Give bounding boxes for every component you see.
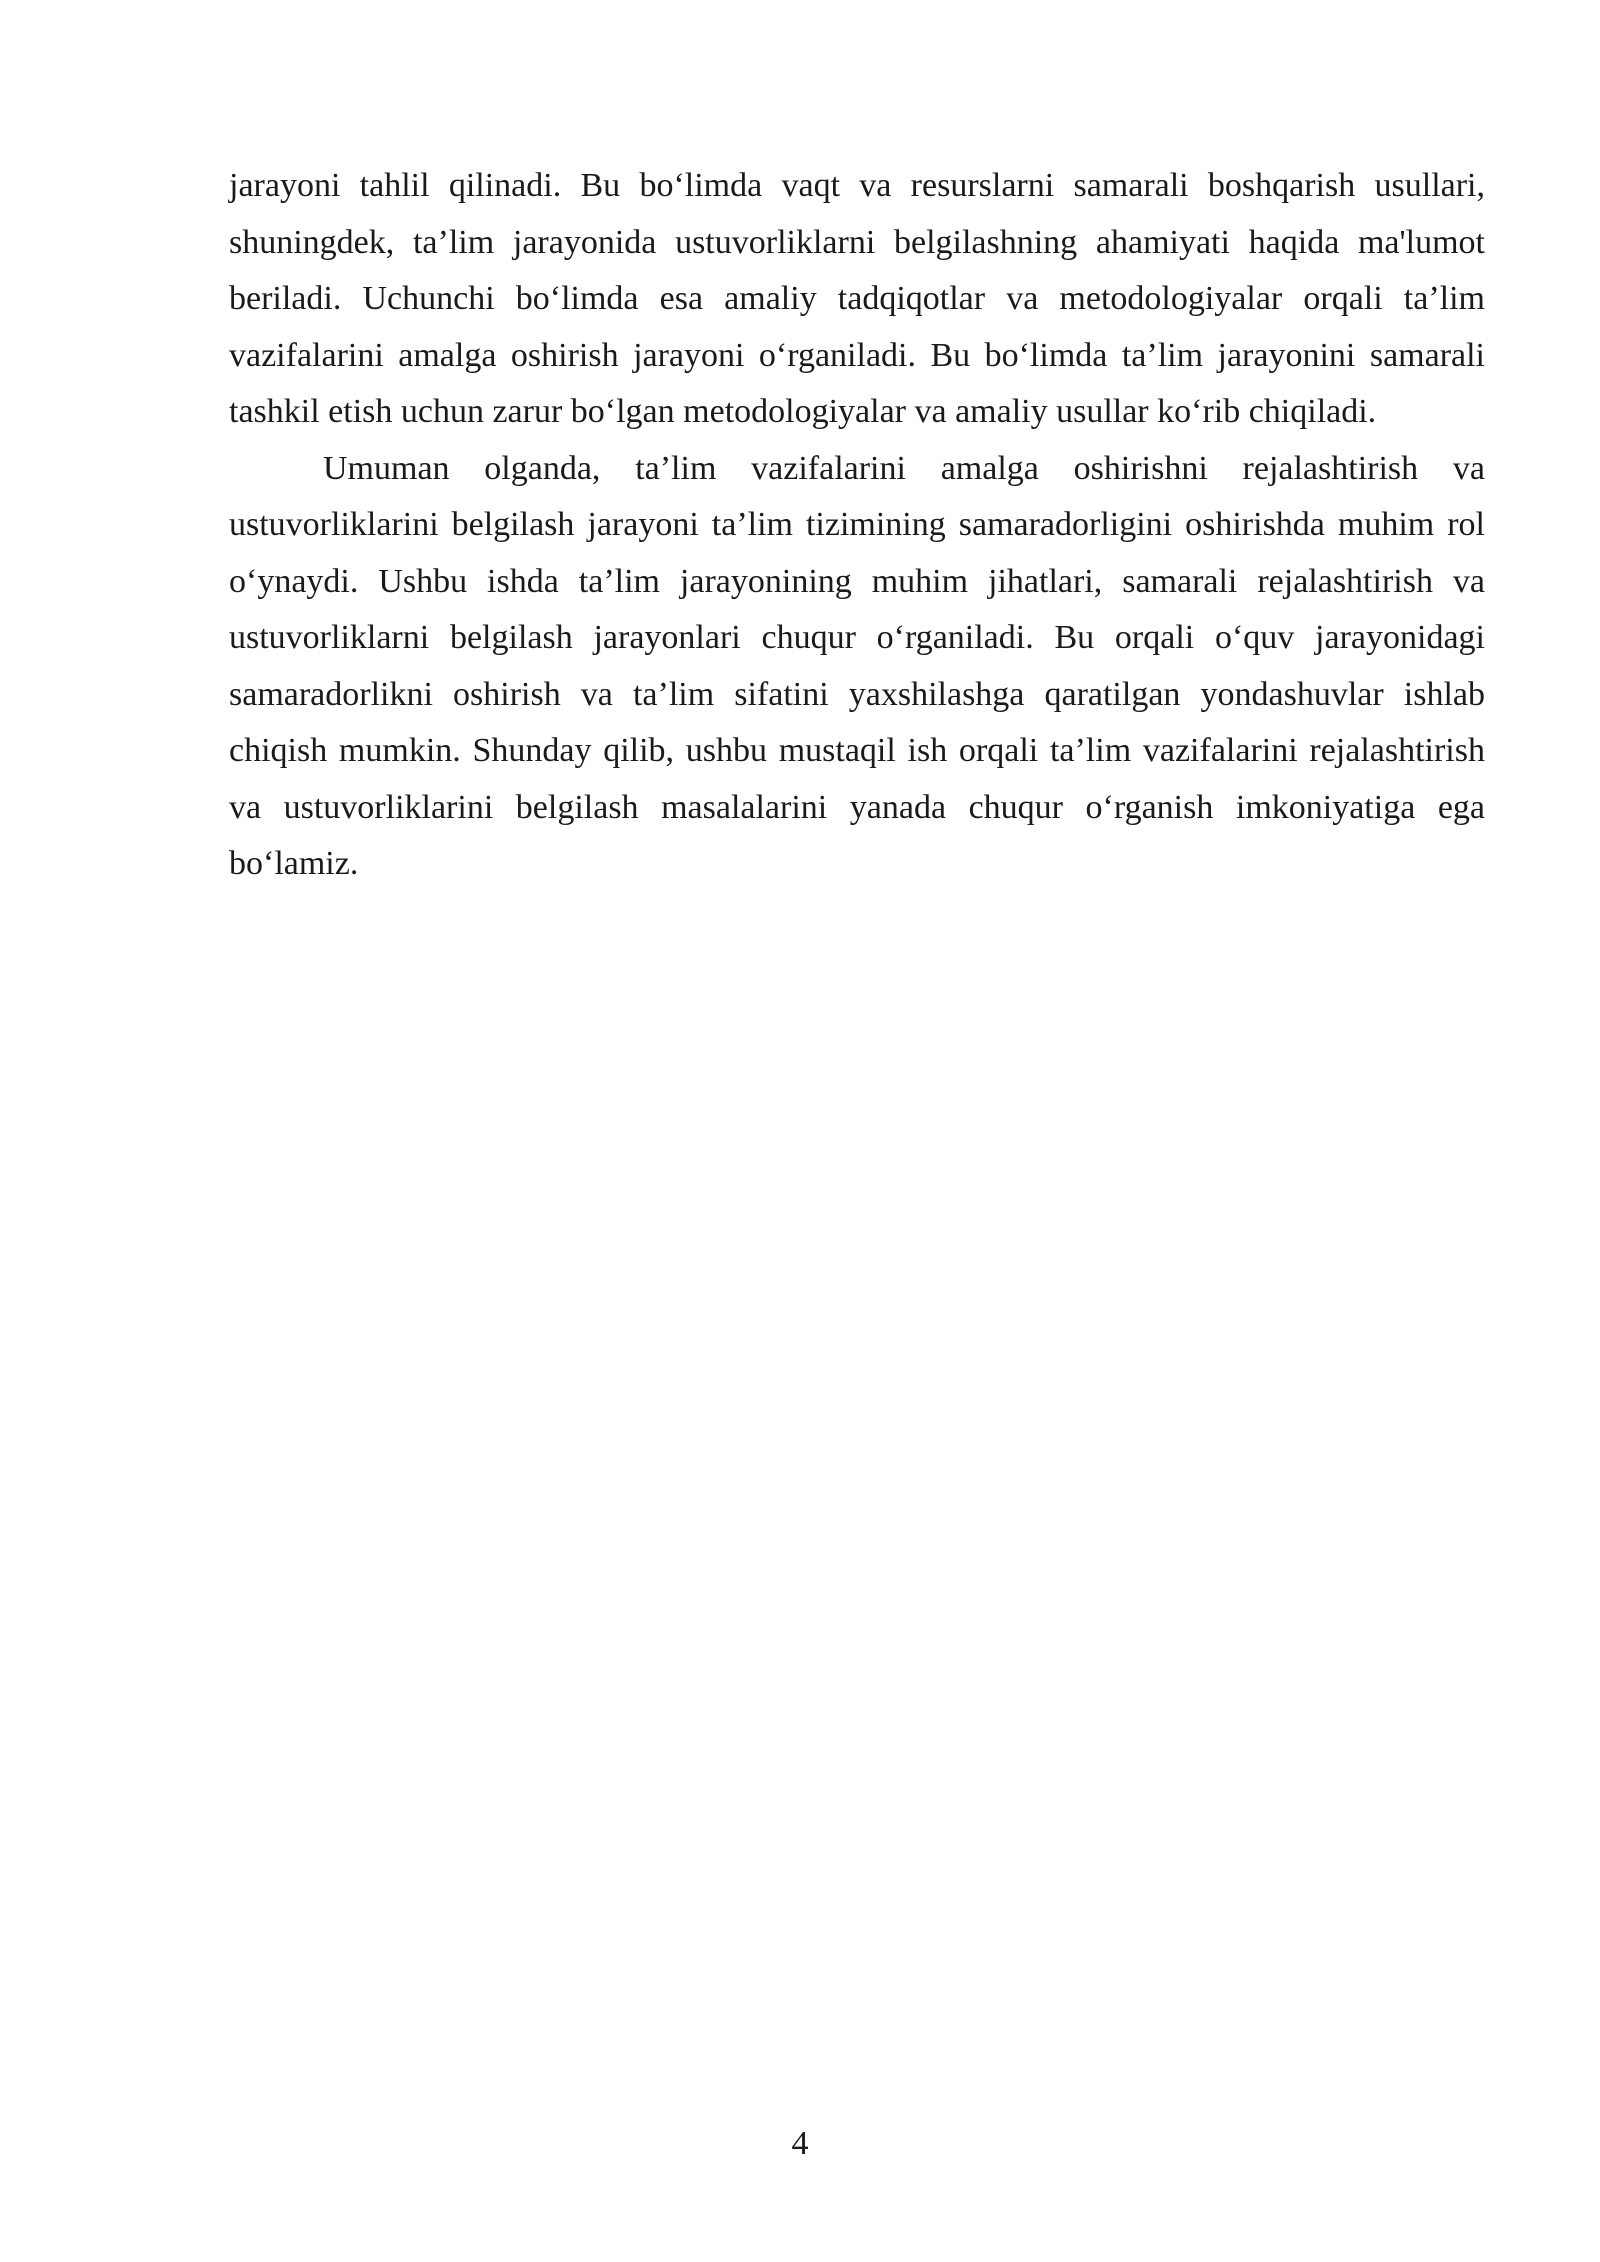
body-text — [229, 158, 1485, 893]
paragraph-continuation: jarayoni tahlil qilinadi. Bu bo‘limda vaqt va resurslarni samarali boshqarish usullari, shuningdek, ta’lim jarayonida ustuvorliklarni belgilashning ahamiyati haqida ma'lumot beriladi. Uchunchi bo‘limda esa amaliy tadqiqotlar va metodologiyalar orqali ta’lim vazifalarini amalga oshirish jarayoni o‘rganiladi. Bu bo‘limda ta’lim jarayonini samarali tashkil etish uchun zarur bo‘lgan metodologiyalar va amaliy usullar ko‘rib chiqiladi. — [229, 167, 1485, 430]
page-number: 4 — [791, 2125, 809, 2162]
paragraph-conclusion: Umuman olganda, ta’lim vazifalarini amalga oshirishni rejalashtirish va ustuvorliklarini belgilash jarayoni ta’lim tizimining samaradorligini oshirishda muhim rol o‘ynaydi. Ushbu ishda ta’lim jarayonining muhim jihatlari, samarali rejalashtirish va ustuvorliklarni belgilash jarayonlari chuqur o‘rganiladi. Bu orqali o‘quv jarayonidagi samaradorlikni oshirish va ta’lim sifatini yaxshilashga qaratilgan yondashuvlar ishlab chiqish mumkin. Shunday qilib, ushbu mustaqil ish orqali ta’lim vazifalarini rejalashtirish va ustuvorliklarini belgilash masalalarini yanada chuqur o‘rganish imkoniyatiga ega bo‘lamiz. — [229, 449, 1485, 882]
